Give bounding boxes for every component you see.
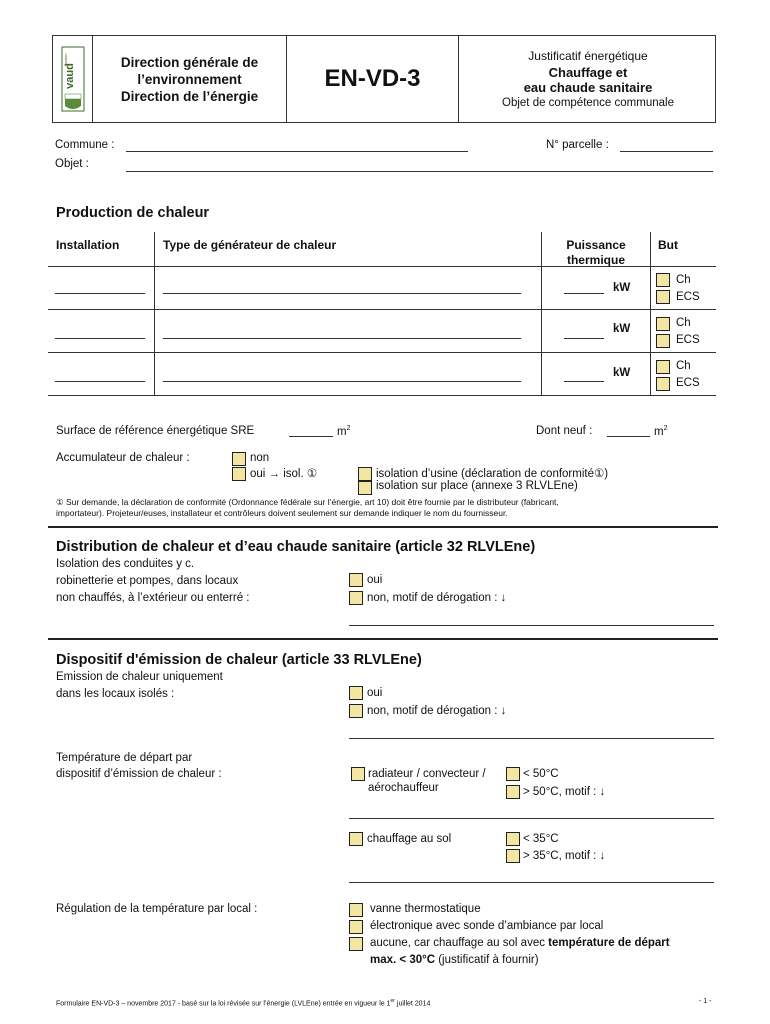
emission-title: Dispositif d'émission de chaleur (article 33 RLVLEne) xyxy=(56,652,422,668)
ecs-checkbox[interactable] xyxy=(656,290,670,304)
emission-oui-checkbox[interactable] xyxy=(349,686,363,700)
emission-oui-label: oui xyxy=(367,687,383,699)
direction-line-1: Direction générale de xyxy=(120,55,259,70)
table-row-line xyxy=(48,309,716,310)
commune-label: Commune : xyxy=(55,139,115,151)
reg-max-temp: max. < 30°C xyxy=(370,954,436,966)
reg-electronique-label: électronique avec sonde d’ambiance par local xyxy=(370,920,604,932)
reg-justificatif: (justificatif à fournir) xyxy=(435,954,539,966)
footer-main: Formulaire EN-VD-3 – novembre 2017 - basé sur la loi révisée sur l’énergie (LVLEne) entrée en vigueur le 1 xyxy=(56,1000,391,1008)
reg-aucune-text: aucune, car chauffage au sol avec xyxy=(370,937,549,949)
canton-vaud-logo xyxy=(61,46,85,112)
gt35-label: > 35°C, motif : ↓ xyxy=(523,850,606,862)
accu-non-checkbox[interactable] xyxy=(232,452,246,466)
temp-line-2: dispositif d’émission de chaleur : xyxy=(56,768,222,780)
reg-electronique-checkbox[interactable] xyxy=(349,920,363,934)
le50-checkbox[interactable] xyxy=(506,767,520,781)
isolation-usine-label: isolation d’usine (déclaration de conformité①) xyxy=(376,468,609,480)
sre-unit-m: m xyxy=(337,425,347,438)
le35-checkbox[interactable] xyxy=(506,832,520,846)
emission-line-1: Emission de chaleur uniquement xyxy=(56,671,223,683)
footnote xyxy=(56,497,716,519)
accu-oui-label: oui → isol. ① xyxy=(250,468,318,480)
col-type: Type de générateur de chaleur xyxy=(163,238,337,252)
le50-label: < 50°C xyxy=(523,768,559,780)
svg-text:Canton: Canton xyxy=(63,53,68,67)
dont-neuf-field[interactable] xyxy=(607,436,650,437)
puissance-field[interactable] xyxy=(564,338,604,339)
objet-label: Objet : xyxy=(55,158,89,170)
form-code: EN-VD-3 xyxy=(324,65,421,92)
col-puissance-line-1: Puissance xyxy=(566,238,626,252)
ecs-checkbox[interactable] xyxy=(656,334,670,348)
logo-cell xyxy=(53,36,93,122)
sre-unit xyxy=(337,425,351,438)
distribution-line-3: non chauffés, à l’extérieur ou enterré : xyxy=(56,592,250,604)
puissance-field[interactable] xyxy=(564,381,604,382)
ecs-label: ECS xyxy=(676,334,700,346)
generator-type-field[interactable] xyxy=(163,381,521,382)
just-line-4: Objet de compétence communale xyxy=(502,96,674,109)
installation-field[interactable] xyxy=(55,381,145,382)
section-divider xyxy=(48,638,718,640)
ch-checkbox[interactable] xyxy=(656,273,670,287)
footer-sup: er xyxy=(390,998,395,1004)
col-installation: Installation xyxy=(56,238,120,252)
sol-label: chauffage au sol xyxy=(367,833,452,845)
gt50-label: > 50°C, motif : ↓ xyxy=(523,786,606,798)
radiateur-motif-field[interactable] xyxy=(349,818,714,819)
reg-aucune-label-2 xyxy=(370,954,539,966)
radiateur-label-2: aérochauffeur xyxy=(368,782,439,794)
col-but: But xyxy=(658,238,678,252)
emission-line-2: dans les locaux isolés : xyxy=(56,688,175,700)
just-line-3: eau chaude sanitaire xyxy=(523,80,653,95)
distribution-line-2: robinetterie et pompes, dans locaux xyxy=(56,575,239,587)
ecs-label: ECS xyxy=(676,377,700,389)
direction-line-2: l’environnement xyxy=(137,72,242,87)
table-bottom-line xyxy=(48,395,716,396)
kw-unit: kW xyxy=(613,367,631,379)
distribution-non-checkbox[interactable] xyxy=(349,591,363,605)
kw-unit: kW xyxy=(613,282,631,294)
form-header xyxy=(52,35,716,123)
installation-field[interactable] xyxy=(55,293,145,294)
sre-label: Surface de référence énergétique SRE xyxy=(56,425,255,437)
accu-label: Accumulateur de chaleur : xyxy=(56,452,190,464)
dont-neuf-unit-m: m xyxy=(654,425,664,438)
table-col-divider xyxy=(650,232,651,395)
ch-checkbox[interactable] xyxy=(656,360,670,374)
sol-checkbox[interactable] xyxy=(349,832,363,846)
ecs-label: ECS xyxy=(676,291,700,303)
temp-line-1: Température de départ par xyxy=(56,752,193,764)
ch-checkbox[interactable] xyxy=(656,317,670,331)
sol-motif-field[interactable] xyxy=(349,882,714,883)
footnote-line-2: importateur). Projeteur/euses, installateur et contrôleurs doivent seulement sur demande indiquer le nom du fournisseur. xyxy=(56,508,508,518)
dont-neuf-label: Dont neuf : xyxy=(536,425,593,437)
reg-aucune-bold: température de départ xyxy=(548,937,670,949)
distribution-non-label: non, motif de dérogation : ↓ xyxy=(367,592,507,604)
dont-neuf-unit xyxy=(654,425,668,438)
objet-field[interactable] xyxy=(126,171,713,172)
distribution-title: Distribution de chaleur et d’eau chaude sanitaire (article 32 RLVLEne) xyxy=(56,539,536,555)
footer-end: juillet 2014 xyxy=(394,1000,431,1008)
reg-aucune-checkbox[interactable] xyxy=(349,937,363,951)
footer-text xyxy=(56,998,430,1007)
just-line-1: Justificatif énergétique xyxy=(528,49,648,63)
parcelle-label: N° parcelle : xyxy=(546,139,609,151)
ch-label: Ch xyxy=(676,317,691,329)
distribution-line-1: Isolation des conduites y c. xyxy=(56,558,195,570)
direction-cell xyxy=(93,36,287,122)
dont-neuf-unit-exp: 2 xyxy=(663,425,668,432)
isolation-usine-checkbox[interactable] xyxy=(358,467,372,481)
distribution-oui-label: oui xyxy=(367,574,383,586)
installation-field[interactable] xyxy=(55,338,145,339)
generator-type-field[interactable] xyxy=(163,338,521,339)
table-header-line xyxy=(48,266,716,267)
table-row-line xyxy=(48,352,716,353)
ch-label: Ch xyxy=(676,360,691,372)
ch-label: Ch xyxy=(676,274,691,286)
production-title: Production de chaleur xyxy=(56,205,210,221)
table-col-divider xyxy=(541,232,542,395)
emission-motif-field[interactable] xyxy=(349,738,714,739)
accu-oui-checkbox[interactable] xyxy=(232,467,246,481)
sre-unit-exp: 2 xyxy=(346,425,351,432)
justificatif-cell xyxy=(459,36,717,122)
reg-vanne-checkbox[interactable] xyxy=(349,903,363,917)
generator-type-field[interactable] xyxy=(163,293,521,294)
reg-aucune-label xyxy=(370,937,670,949)
puissance-field[interactable] xyxy=(564,293,604,294)
section-divider xyxy=(48,526,718,528)
kw-unit: kW xyxy=(613,323,631,335)
emission-non-label: non, motif de dérogation : ↓ xyxy=(367,705,507,717)
just-line-2: Chauffage et xyxy=(548,64,628,80)
page-number: - 1 - xyxy=(699,998,712,1005)
radiateur-label-1: radiateur / convecteur / xyxy=(368,768,486,780)
direction-line-3: Direction de l’énergie xyxy=(120,89,259,104)
sre-field[interactable] xyxy=(289,436,333,437)
accu-non-label: non xyxy=(250,452,270,464)
commune-field[interactable] xyxy=(126,151,468,152)
footnote-line-1: ① Sur demande, la déclaration de conformité (Ordonnance fédérale sur l’énergie, art 10) doit être fournie par le distributeur (fabricant, xyxy=(56,497,559,507)
radiateur-checkbox[interactable] xyxy=(351,767,365,781)
svg-text:vaud: vaud xyxy=(64,63,76,89)
emission-non-checkbox[interactable] xyxy=(349,704,363,718)
regulation-label: Régulation de la température par local : xyxy=(56,903,258,915)
isolation-place-checkbox[interactable] xyxy=(358,481,372,495)
distribution-oui-checkbox[interactable] xyxy=(349,573,363,587)
isolation-place-label: isolation sur place (annexe 3 RLVLEne) xyxy=(376,480,578,492)
parcelle-field[interactable] xyxy=(620,151,713,152)
gt50-checkbox[interactable] xyxy=(506,785,520,799)
col-puissance xyxy=(556,238,636,268)
form-code-cell xyxy=(287,36,459,122)
gt35-checkbox[interactable] xyxy=(506,849,520,863)
distribution-motif-field[interactable] xyxy=(349,625,714,626)
le35-label: < 35°C xyxy=(523,833,559,845)
col-puissance-line-2: thermique xyxy=(566,253,625,267)
reg-vanne-label: vanne thermostatique xyxy=(370,903,481,915)
table-col-divider xyxy=(154,232,155,395)
ecs-checkbox[interactable] xyxy=(656,377,670,391)
